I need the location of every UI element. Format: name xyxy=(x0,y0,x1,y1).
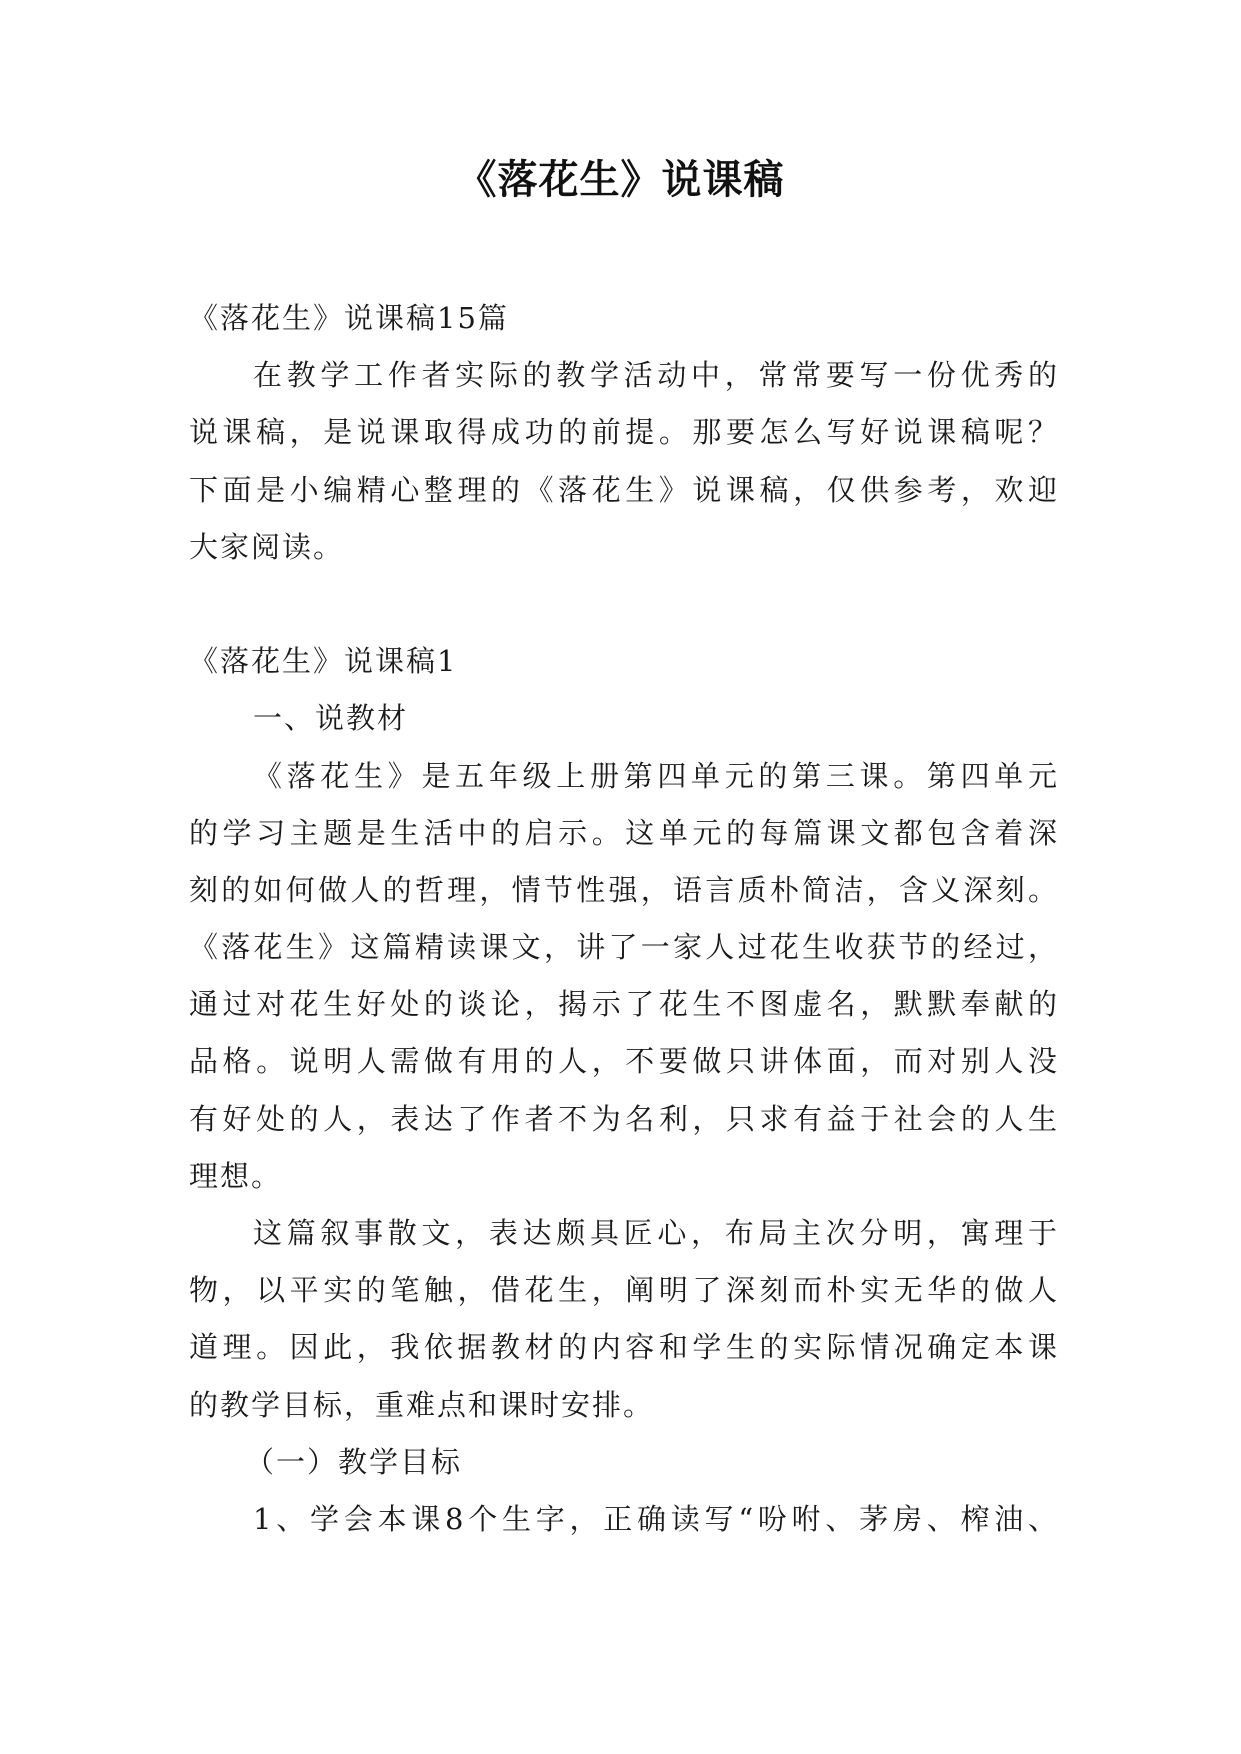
para-2-line-1: 这篇叙事散文，表达颇具匠心，布局主次分明，寓理于 xyxy=(253,1216,1059,1250)
para-2-line-3: 道理。因此，我依据教材的内容和学生的实际情况确定本课 xyxy=(189,1330,1059,1365)
para-1-line-4: 《落花生》这篇精读课文，讲了一家人过花生收获节的经过， xyxy=(189,930,1059,965)
document-body xyxy=(189,290,1059,1548)
para-2-line-4: 的教学目标，重难点和课时安排。 xyxy=(189,1387,655,1422)
para-1-line-7: 有好处的人，表达了作者不为名利，只求有益于社会的人生 xyxy=(189,1101,1059,1136)
para-1-line-3: 刻的如何做人的哲理，情节性强，语言质朴简洁，含义深刻。 xyxy=(189,872,1059,907)
para-1-line-1: 《落花生》是五年级上册第四单元的第三课。第四单元 xyxy=(253,758,1059,793)
objective-item-1: 1、学会本课8个生字，正确读写“吩咐、茅房、榨油、 xyxy=(253,1501,1059,1536)
intro-line-2: 说课稿，是说课取得成功的前提。那要怎么写好说课稿呢？ xyxy=(189,415,1059,450)
blank-line xyxy=(189,576,1059,633)
intro-line-1: 在教学工作者实际的教学活动中，常常要写一份优秀的 xyxy=(253,358,1059,393)
document-subtitle: 《落花生》说课稿15篇 xyxy=(189,301,509,335)
para-1-line-5: 通过对花生好处的谈论，揭示了花生不图虚名，默默奉献的 xyxy=(189,987,1059,1022)
section-1-heading: 《落花生》说课稿1 xyxy=(189,644,458,679)
para-1-line-2: 的学习主题是生活中的启示。这单元的每篇课文都包含着深 xyxy=(189,815,1059,850)
para-1-line-6: 品格。说明人需做有用的人，不要做只讲体面，而对别人没 xyxy=(189,1044,1059,1079)
intro-line-3: 下面是小编精心整理的《落花生》说课稿，仅供参考，欢迎 xyxy=(189,472,1059,507)
para-1-line-8: 理想。 xyxy=(189,1158,283,1193)
para-2-line-2: 物，以平实的笔触，借花生，阐明了深刻而朴实无华的做人 xyxy=(189,1273,1059,1308)
intro-line-4: 大家阅读。 xyxy=(189,529,345,564)
document-title: 《落花生》说课稿 xyxy=(456,157,785,203)
sub-heading-objectives: （一）教学目标 xyxy=(245,1444,463,1479)
part-1-heading: 一、说教材 xyxy=(253,701,409,736)
